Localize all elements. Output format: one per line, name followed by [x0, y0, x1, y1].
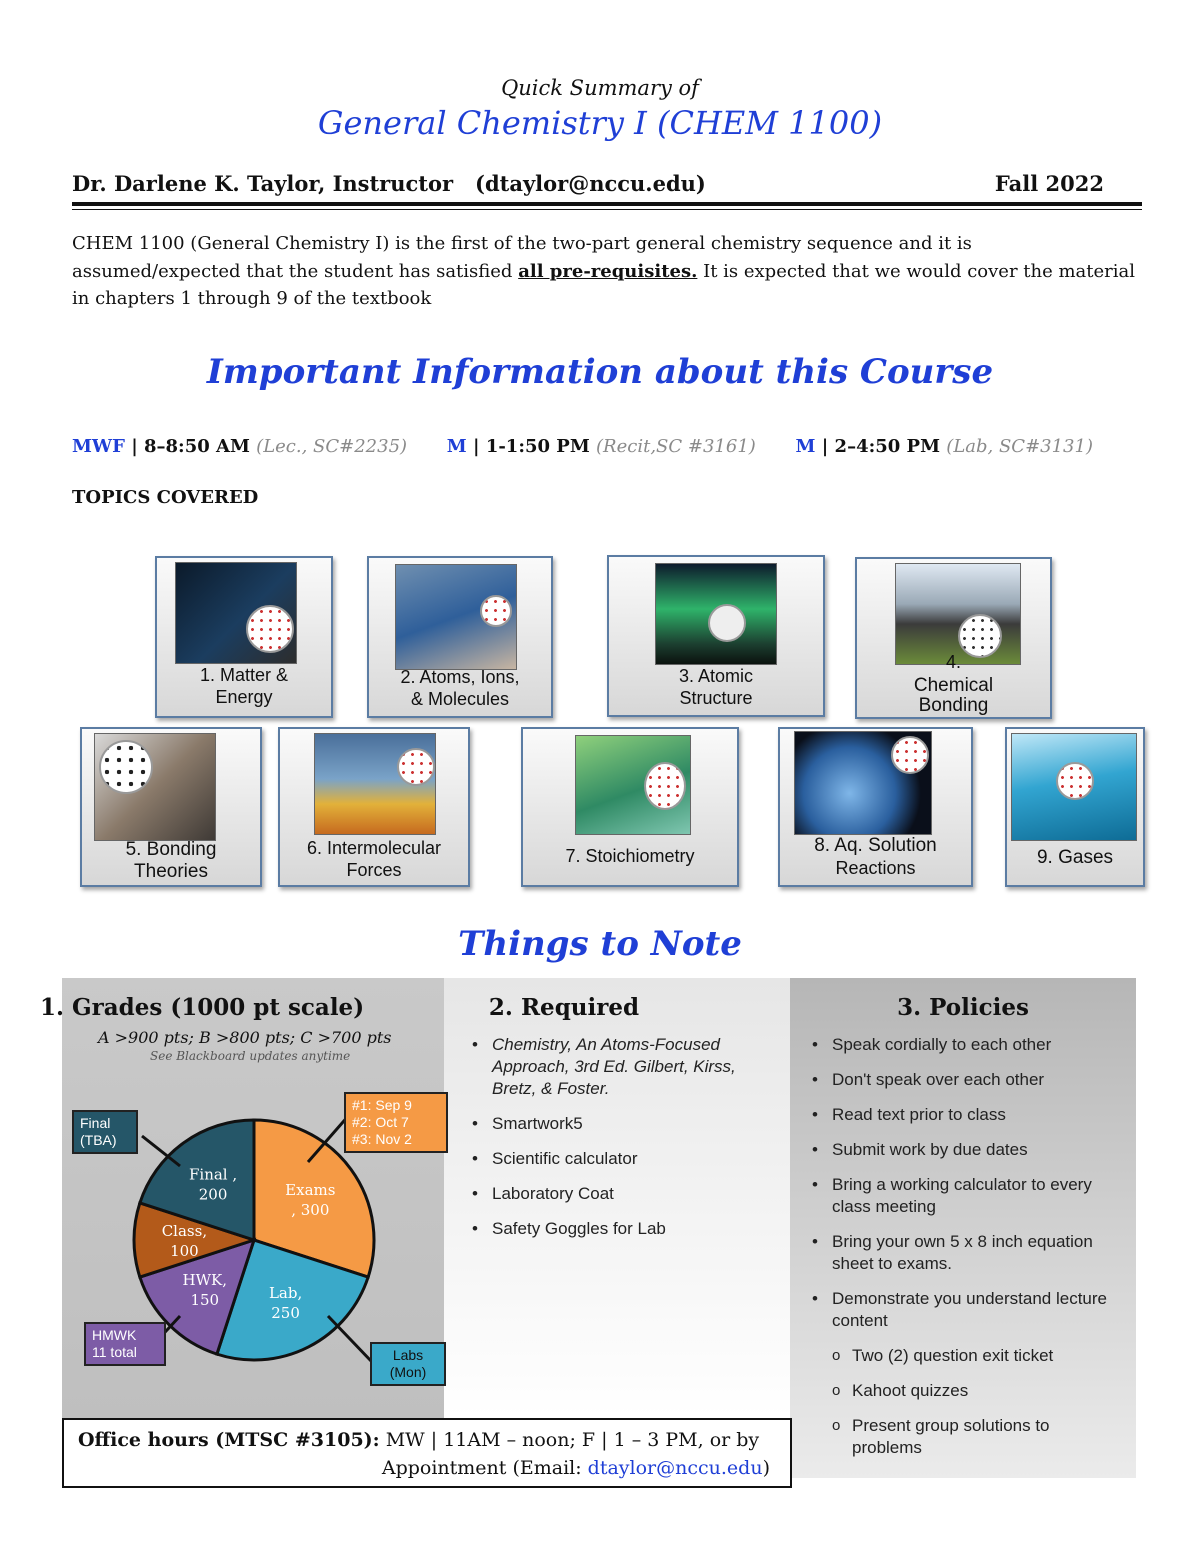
topic-label: & Molecules [410, 689, 510, 709]
topic-image-scientist [94, 733, 216, 841]
pie-slice-label: Class, [161, 1222, 208, 1240]
topic-tile-intermolecular-forces [278, 727, 470, 887]
required-title: 2. Required [488, 994, 640, 1021]
required-item-text: Chemistry, An Atoms-Focused Approach, 3rd Ed. Gilbert, Kirss, Bretz, & Foster. [492, 1035, 736, 1098]
topic-label: 6. Intermolecular [306, 838, 442, 858]
schedule-lab: M | 2–4:50 PM (Lab, SC#3131) [795, 436, 1093, 457]
policy-item: • Read text prior to class [812, 1104, 1112, 1126]
intro-emphasis: all pre-requisites. [518, 260, 698, 282]
office-hours-times: MW | 11AM – noon; F | 1 – 3 PM, or by [379, 1429, 760, 1451]
topic-image-algae [575, 735, 691, 835]
required-item-textbook [472, 1034, 772, 1100]
molecule-bubble-icon [891, 736, 929, 774]
pie-slice-label: HWK, [182, 1271, 228, 1290]
intro-text-2: It is expected that we would cover the material in chapters 1 through 9 of the textbook [72, 260, 1135, 309]
office-hours-appointment: Appointment (Email: [381, 1457, 588, 1479]
intro-text-1: CHEM 1100 (General Chemistry I) is the first of the two-part general chemistry sequence and it is assumed/expected that the student has satisfied [72, 233, 972, 282]
pie-slice-label: 150 [190, 1291, 220, 1310]
pie-slice-label: 200 [198, 1185, 228, 1204]
topic-label: 1. Matter & [199, 665, 289, 685]
office-hours-label: Office hours (MTSC #3105): [78, 1429, 380, 1451]
policies-list [812, 1034, 1112, 1472]
course-title: General Chemistry I (CHEM 1100) [317, 104, 883, 142]
topic-tile-gases [1005, 727, 1145, 887]
molecule-bubble-icon [246, 605, 294, 653]
pie-slice-label: Exams [285, 1181, 336, 1200]
topic-image-atoms [395, 564, 517, 670]
policy-item: • Don't speak over each other [812, 1069, 1112, 1091]
topic-image-ocean [1011, 733, 1137, 841]
intro-paragraph [72, 230, 1142, 313]
topic-tile-atoms-ions [367, 556, 553, 718]
topics-heading: TOPICS COVERED [72, 487, 259, 508]
molecule-bubble-icon [644, 762, 686, 810]
policy-item: • Demonstrate you understand lecture content [812, 1288, 1112, 1332]
callout-line-labs [328, 1316, 372, 1362]
instructor-name: Dr. Darlene K. Taylor, Instructor [72, 171, 454, 196]
final-callout [72, 1110, 138, 1154]
required-item-goggles: • Safety Goggles for Lab [472, 1218, 772, 1240]
policy-subitem: o Present group solutions to problems [812, 1415, 1112, 1459]
topic-label: Structure [679, 688, 753, 708]
topic-label: 5. Bonding [125, 839, 217, 860]
policy-subitem: o Two (2) question exit ticket [812, 1345, 1112, 1367]
required-item-lab-coat: • Laboratory Coat [472, 1183, 772, 1205]
topic-label: 3. Atomic [678, 666, 754, 686]
topic-label: Reactions [835, 858, 916, 878]
grade-note: See Blackboard updates anytime [150, 1049, 351, 1063]
callout-text: #2: Oct 7 [352, 1114, 409, 1130]
things-to-note-heading: Things to Note [458, 924, 742, 964]
policy-subitem: o Kahoot quizzes [812, 1380, 1112, 1402]
callout-text: Labs [392, 1347, 424, 1363]
callout-text: (TBA) [80, 1132, 117, 1148]
grade-scale: A >900 pts; B >800 pts; C >700 pts [98, 1028, 392, 1047]
office-hours-line-1 [78, 1426, 759, 1454]
required-item-calculator: • Scientific calculator [472, 1148, 772, 1170]
grades-title: 1. Grades (1000 pt scale) [40, 994, 365, 1021]
topic-label: 7. Stoichiometry [565, 846, 695, 866]
instructor-email[interactable]: (dtaylor@nccu.edu) [475, 171, 706, 196]
office-hours-box [62, 1418, 792, 1488]
callout-text: 11 total [92, 1344, 137, 1360]
topic-tile-stoichiometry [521, 727, 739, 887]
topic-tile-matter-energy [155, 556, 333, 718]
policy-item: • Bring a working calculator to every class meeting [812, 1174, 1112, 1218]
policies-title: 3. Policies [897, 994, 1029, 1021]
callout-text: (Mon) [389, 1364, 427, 1380]
important-info-heading: Important Information about this Course [206, 352, 994, 392]
header-divider-thin [72, 209, 1142, 210]
topic-label: Bonding [918, 695, 989, 716]
molecule-bubble-icon [1056, 762, 1094, 800]
pie-slice-label: 100 [170, 1242, 199, 1260]
instructor-line [72, 171, 706, 196]
term-label: Fall 2022 [994, 171, 1104, 196]
topic-image-matter [175, 562, 297, 664]
schedule-recitation: M | 1-1:50 PM (Recit,SC #3161) [446, 436, 756, 457]
callout-text: Final [80, 1115, 111, 1131]
topic-label: 8. Aq. Solution [814, 835, 937, 856]
policy-item: • Bring your own 5 x 8 inch equation sheet to exams. [812, 1231, 1112, 1275]
required-item-smartwork: • Smartwork5 [472, 1113, 772, 1135]
office-hours-email-link[interactable]: dtaylor@nccu.edu [587, 1457, 763, 1479]
schedule-row [72, 436, 1152, 457]
callout-text: #3: Nov 2 [352, 1131, 412, 1147]
molecule-bubble-icon [397, 748, 435, 786]
schedule-lecture: MWF | 8–8:50 AM (Lec., SC#2235) [72, 436, 408, 457]
callout-text: #1: Sep 9 [352, 1097, 412, 1113]
topic-tile-chemical-bonding [855, 557, 1052, 719]
callout-text: HMWK [92, 1327, 137, 1343]
required-list [472, 1034, 772, 1253]
policy-item: • Speak cordially to each other [812, 1034, 1112, 1056]
molecule-bubble-icon [99, 740, 153, 794]
topic-label: Chemical [913, 675, 994, 696]
topic-label: Theories [134, 861, 208, 882]
office-hours-close: ) [762, 1457, 770, 1479]
topic-tile-atomic-structure [607, 555, 825, 717]
spectrum-bubble-icon [708, 604, 746, 642]
topic-image-cows [895, 563, 1021, 665]
office-hours-line-2 [382, 1454, 770, 1482]
molecule-bubble-icon [480, 595, 512, 627]
topic-image-earth [794, 731, 932, 835]
hmwk-callout [84, 1322, 166, 1366]
exams-callout [344, 1092, 448, 1153]
header-divider [72, 202, 1142, 206]
topic-label: 2. Atoms, Ions, [400, 667, 520, 687]
topic-label: Forces [346, 860, 402, 880]
pie-slice-label: Lab, [268, 1284, 303, 1303]
topic-label: Energy [215, 687, 273, 707]
quick-summary-label: Quick Summary of [501, 76, 699, 100]
pie-slice-label: 250 [271, 1304, 300, 1323]
topic-label: 9. Gases [1036, 847, 1114, 868]
pie-slice-label: , 300 [291, 1201, 330, 1220]
pie-slice-label: Final , [189, 1165, 238, 1184]
policy-item: • Submit work by due dates [812, 1139, 1112, 1161]
topic-tile-aq-solution [778, 727, 973, 887]
topic-image-swimmer [314, 733, 436, 835]
topic-tile-bonding-theories [80, 727, 262, 887]
topic-label: 4. [945, 652, 961, 672]
labs-callout [370, 1342, 446, 1386]
topic-image-aurora [655, 563, 777, 665]
